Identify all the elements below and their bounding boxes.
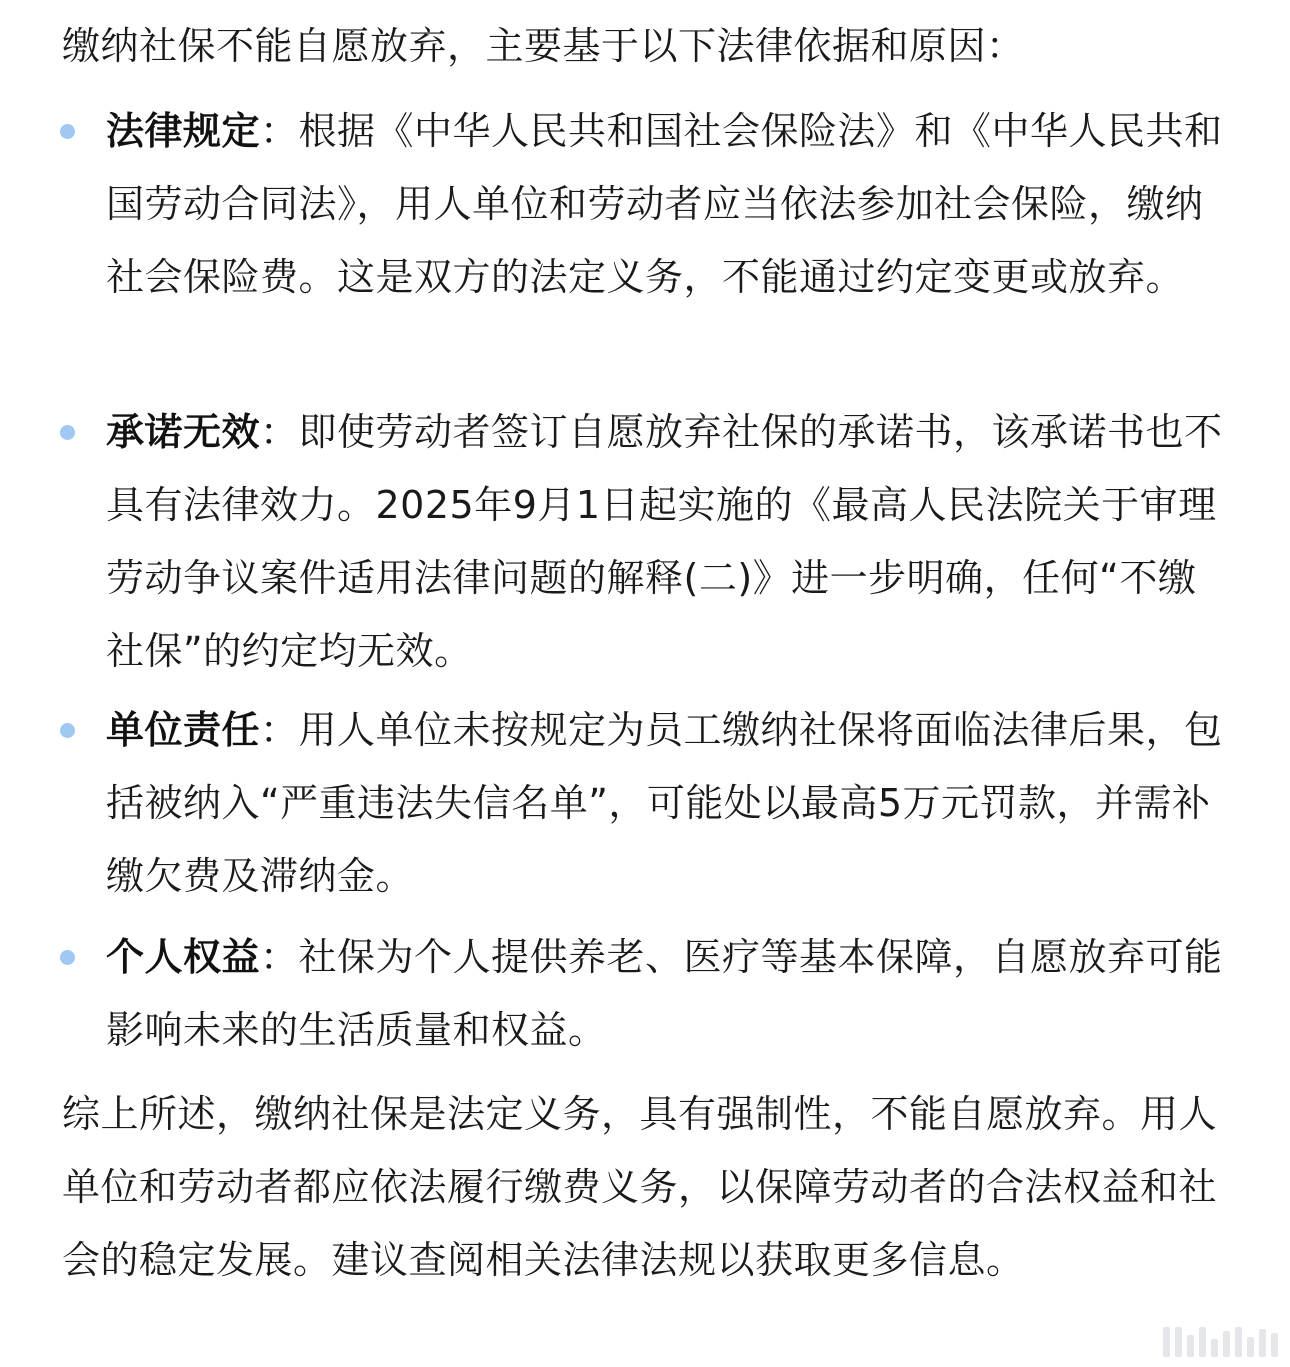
bullet-icon: [60, 723, 75, 738]
list-item: [106, 95, 1230, 314]
item-title: 承诺无效: [106, 410, 261, 454]
list-item: [106, 921, 1230, 1067]
item-text: 即使劳动者签订自愿放弃社保的承诺书，该承诺书也不具有法律效力。2025年9月1日起实施的《最高人民法院关于审理劳动争议案件适用法律问题的解释(二)》进一步明确，任何“不缴社保”的约定均无效。: [106, 410, 1223, 673]
item-separator: ：: [260, 708, 299, 752]
bullet-icon: [60, 124, 75, 139]
item-title: 法律规定: [106, 109, 261, 153]
bullet-icon: [60, 950, 75, 965]
item-separator: ：: [260, 410, 299, 454]
summary-paragraph: 综上所述，缴纳社保是法定义务，具有强制性，不能自愿放弃。用人单位和劳动者都应依法履行缴费义务，以保障劳动者的合法权益和社会的稳定发展。建议查阅相关法律法规以获取更多信息。: [62, 1092, 1218, 1282]
item-text: 社保为个人提供养老、医疗等基本保障，自愿放弃可能影响未来的生活质量和权益。: [106, 935, 1223, 1052]
item-text: 用人单位未按规定为员工缴纳社保将面临法律后果，包括被纳入“严重违法失信名单”，可能处以最高5万元罚款，并需补缴欠费及滞纳金。: [106, 708, 1223, 898]
list-item: [106, 694, 1230, 913]
item-separator: ：: [260, 109, 299, 153]
watermark-icon: [1163, 1321, 1278, 1357]
item-title: 个人权益: [106, 935, 261, 979]
bullet-icon: [60, 425, 75, 440]
list-item: [106, 396, 1230, 688]
item-separator: ：: [260, 935, 299, 979]
intro-paragraph: 缴纳社保不能自愿放弃，主要基于以下法律依据和原因：: [62, 24, 1025, 68]
item-title: 单位责任: [106, 708, 261, 752]
item-text: 根据《中华人民共和国社会保险法》和《中华人民共和国劳动合同法》，用人单位和劳动者应当依法参加社会保险，缴纳社会保险费。这是双方的法定义务，不能通过约定变更或放弃。: [106, 109, 1223, 299]
